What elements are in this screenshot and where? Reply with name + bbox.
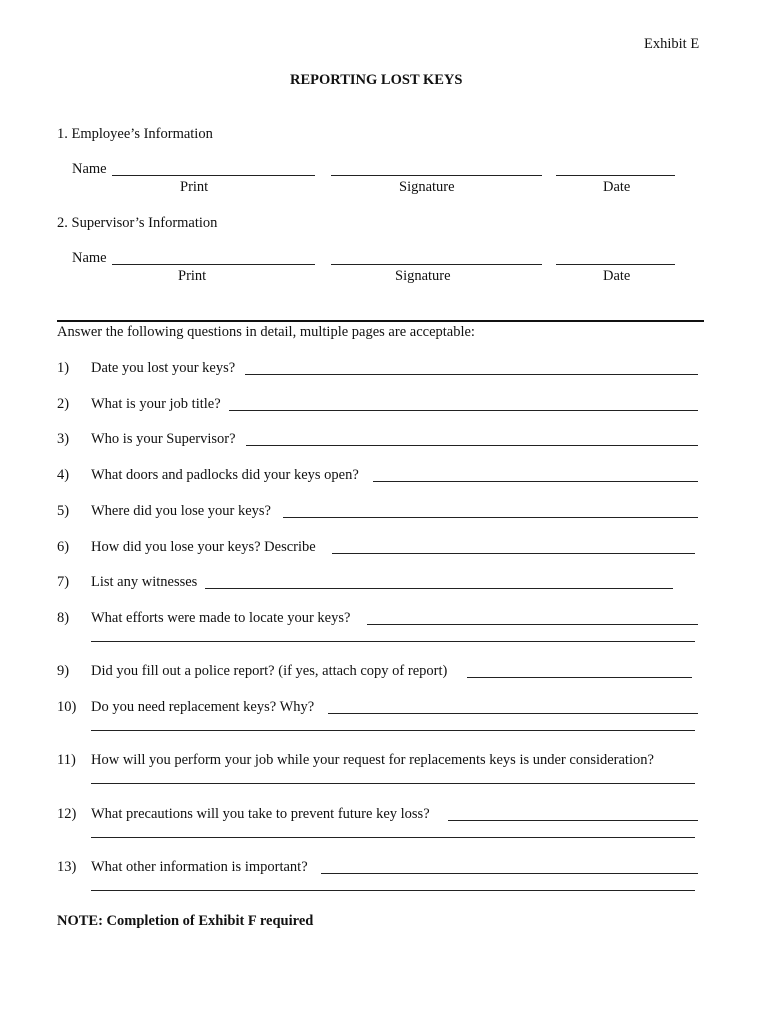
answer-line[interactable] xyxy=(246,445,698,446)
employee-name-label: Name xyxy=(72,161,107,177)
answer-line[interactable] xyxy=(91,890,695,891)
employee-signature-caption: Signature xyxy=(399,179,455,195)
answer-line[interactable] xyxy=(332,553,695,554)
completion-note: NOTE: Completion of Exhibit F required xyxy=(57,913,314,929)
exhibit-label: Exhibit E xyxy=(644,36,700,52)
supervisor-heading: 2. Supervisor’s Information xyxy=(57,215,218,231)
section-divider xyxy=(57,320,704,322)
instructions-text: Answer the following questions in detail, multiple pages are acceptable: xyxy=(57,324,475,340)
employee-print-field[interactable] xyxy=(112,175,315,176)
page-title: REPORTING LOST KEYS xyxy=(290,72,463,88)
question-text: What doors and padlocks did your keys open? xyxy=(91,467,359,483)
question-text: Who is your Supervisor? xyxy=(91,431,236,447)
answer-line[interactable] xyxy=(91,837,695,838)
question-number: 11) xyxy=(57,752,76,768)
employee-heading: 1. Employee’s Information xyxy=(57,126,213,142)
supervisor-date-field[interactable] xyxy=(556,264,675,265)
answer-line[interactable] xyxy=(91,783,695,784)
answer-line[interactable] xyxy=(205,588,673,589)
question-number: 2) xyxy=(57,396,70,412)
answer-line[interactable] xyxy=(91,641,695,642)
employee-date-field[interactable] xyxy=(556,175,675,176)
question-text: Where did you lose your keys? xyxy=(91,503,271,519)
question-number: 12) xyxy=(57,806,77,822)
question-text: How did you lose your keys? Describe xyxy=(91,539,316,555)
answer-line[interactable] xyxy=(467,677,692,678)
question-number: 8) xyxy=(57,610,70,626)
answer-line[interactable] xyxy=(367,624,698,625)
supervisor-signature-caption: Signature xyxy=(395,268,451,284)
answer-line[interactable] xyxy=(283,517,698,518)
question-number: 5) xyxy=(57,503,70,519)
answer-line[interactable] xyxy=(373,481,698,482)
question-number: 7) xyxy=(57,574,70,590)
question-text: What efforts were made to locate your keys? xyxy=(91,610,351,626)
supervisor-print-caption: Print xyxy=(178,268,207,284)
question-text: Do you need replacement keys? Why? xyxy=(91,699,315,715)
question-number: 10) xyxy=(57,699,77,715)
answer-line[interactable] xyxy=(328,713,698,714)
question-number: 1) xyxy=(57,360,70,376)
question-text: How will you perform your job while your request for replacements keys is under consideration? xyxy=(91,752,654,768)
supervisor-date-caption: Date xyxy=(603,268,631,284)
question-number: 6) xyxy=(57,539,70,555)
question-text: What is your job title? xyxy=(91,396,221,412)
question-text: What other information is important? xyxy=(91,859,308,875)
employee-signature-field[interactable] xyxy=(331,175,542,176)
employee-print-caption: Print xyxy=(180,179,209,195)
answer-line[interactable] xyxy=(448,820,698,821)
question-number: 9) xyxy=(57,663,70,679)
question-text: List any witnesses xyxy=(91,574,198,590)
employee-date-caption: Date xyxy=(603,179,631,195)
answer-line[interactable] xyxy=(91,730,695,731)
supervisor-print-field[interactable] xyxy=(112,264,315,265)
answer-line[interactable] xyxy=(229,410,698,411)
question-number: 4) xyxy=(57,467,70,483)
question-number: 3) xyxy=(57,431,70,447)
answer-line[interactable] xyxy=(245,374,698,375)
question-text: Date you lost your keys? xyxy=(91,360,236,376)
supervisor-name-label: Name xyxy=(72,250,107,266)
question-number: 13) xyxy=(57,859,77,875)
question-text: Did you fill out a police report? (if yes, attach copy of report) xyxy=(91,663,448,679)
supervisor-signature-field[interactable] xyxy=(331,264,542,265)
question-text: What precautions will you take to prevent future key loss? xyxy=(91,806,430,822)
answer-line[interactable] xyxy=(321,873,698,874)
